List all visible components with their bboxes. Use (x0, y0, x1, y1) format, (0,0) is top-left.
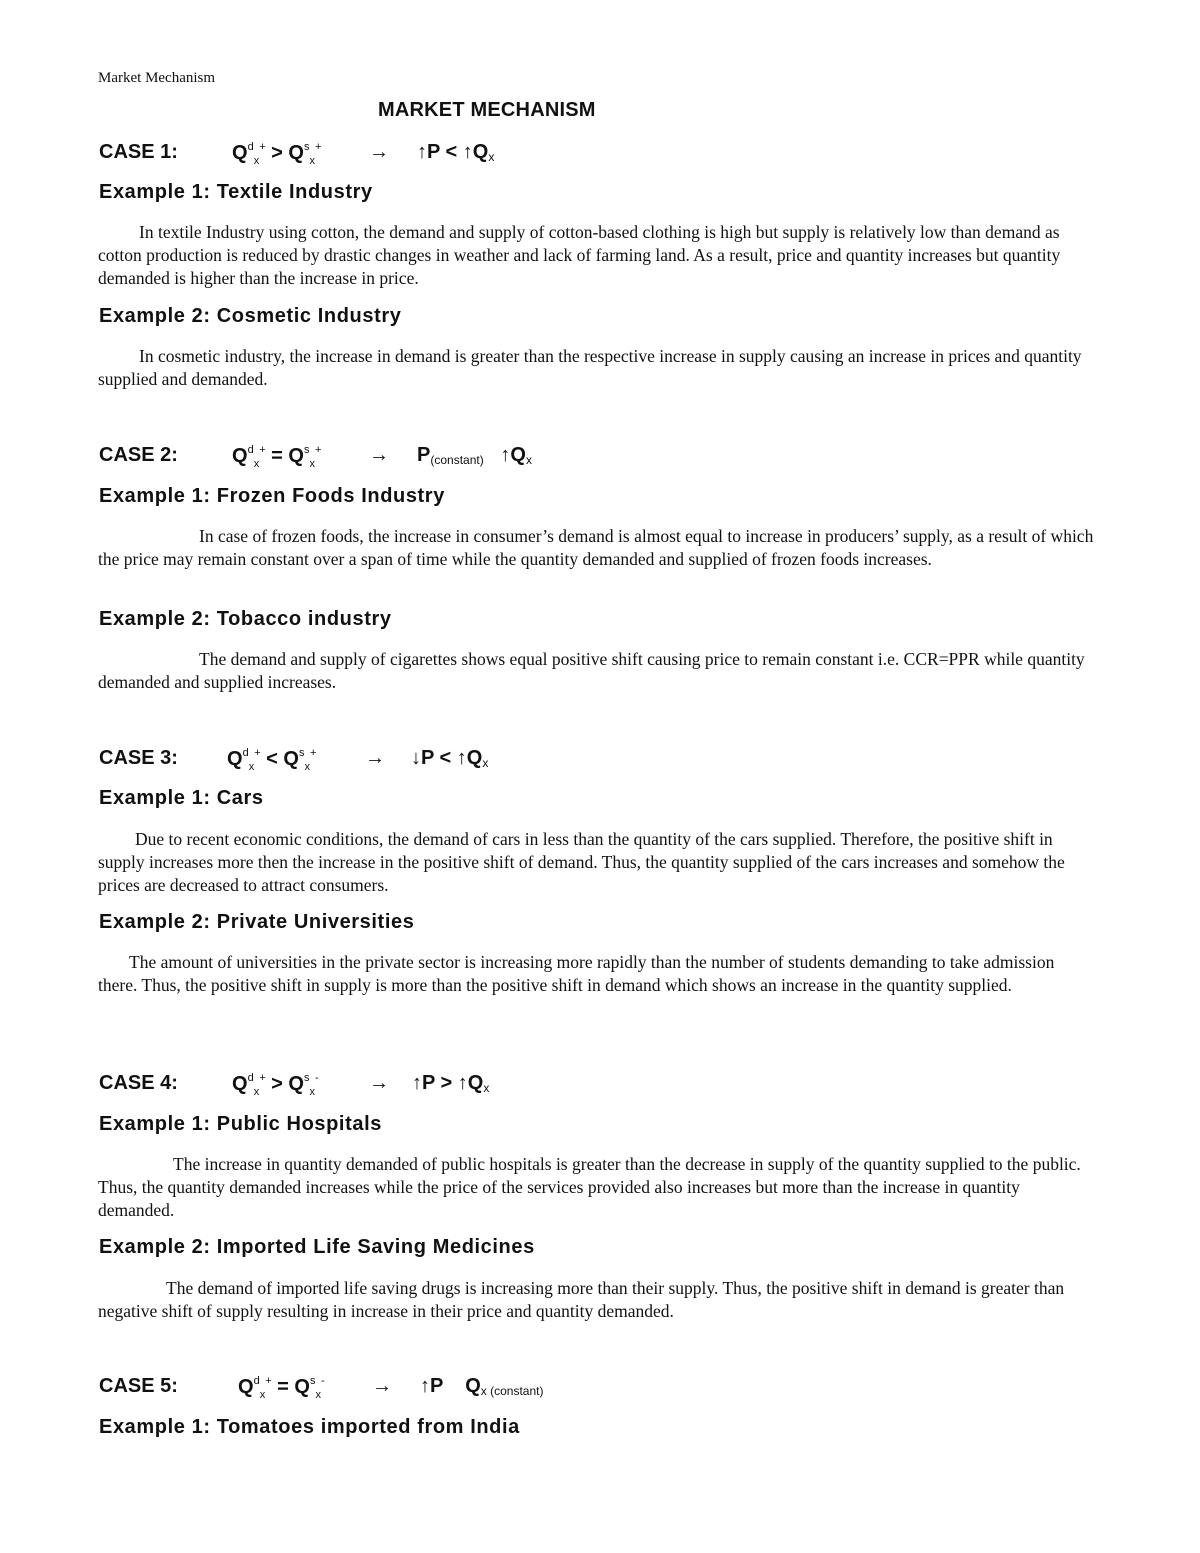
example-paragraph: The increase in quantity demanded of public hospitals is greater than the decrease in supply of the quantity supplied to the public. Thus, the quantity demanded increases while the price of the services provided also increases but more than the increase in quantity demanded. (98, 1154, 1081, 1220)
case-formula-lhs: $Q^d_x^+ = Q^s_x^-$ (238, 1375, 325, 1401)
example-paragraph: In case of frozen foods, the increase in consumer’s demand is almost equal to increase in producers’ supply, as a result of which the price may remain constant over a span of time while the quantity demanded and supplied of frozen foods increases. (98, 526, 1094, 569)
case-formula-rhs: ↓P < $↑Q_x$ (411, 747, 489, 770)
right-arrow-icon: → (369, 141, 389, 163)
case-formula-lhs: $Q^d_x^+ > Q^s_x^+$ (232, 141, 322, 167)
case-2-line (99, 444, 579, 472)
case-label: CASE 1: (99, 141, 178, 163)
example-paragraph: The demand and supply of cigarettes shows equal positive shift causing price to remain constant i.e. CCR=PPR while quantity demanded and supplied increases. (98, 649, 1085, 692)
running-header: Market Mechanism (98, 70, 216, 86)
example-heading: Example 1: Frozen Foods Industry (99, 485, 445, 507)
example-paragraph: The amount of universities in the private sector is increasing more rapidly than the number of students demanding to take admission there. Thus, the positive shift in supply is more than the positive shift in demand which shows an increase in the quantity supplied. (98, 952, 1055, 995)
case-label: CASE 2: (99, 444, 178, 466)
right-arrow-icon: → (365, 747, 385, 769)
example-heading: Example 1: Tomatoes imported from India (99, 1416, 520, 1438)
case-formula-rhs: ↑P $Q_{x (constant)}$ (420, 1375, 544, 1398)
right-arrow-icon: → (372, 1375, 392, 1397)
example-heading: Example 1: Public Hospitals (99, 1113, 382, 1135)
example-heading: Example 2: Imported Life Saving Medicines (99, 1236, 535, 1258)
case-formula-lhs: $Q^d_x^+ > Q^s_x^-$ (232, 1072, 319, 1098)
example-heading: Example 1: Cars (99, 787, 264, 809)
example-heading: Example 2: Private Universities (99, 911, 415, 933)
case-formula-rhs: $P_{(constant)}$ $↑Q_x$ (417, 444, 532, 467)
case-label: CASE 5: (99, 1375, 178, 1397)
case-3-line (99, 747, 549, 775)
case-formula-rhs: ↑P < $↑Q_x$ (417, 141, 495, 164)
case-5-line (99, 1375, 599, 1403)
case-label: CASE 4: (99, 1072, 178, 1094)
example-heading: Example 2: Tobacco industry (99, 608, 392, 630)
case-label: CASE 3: (99, 747, 178, 769)
case-formula-rhs: ↑P > $↑Q_x$ (412, 1072, 490, 1095)
right-arrow-icon: → (369, 1072, 389, 1094)
case-formula-lhs: $Q^d_x^+ = Q^s_x^+$ (232, 444, 322, 470)
case-formula-lhs: $Q^d_x^+ < Q^s_x^+$ (227, 747, 317, 773)
example-paragraph: The demand of imported life saving drugs is increasing more than their supply. Thus, the positive shift in demand is greater than negative shift of supply resulting in increase in their price and quantity demanded. (98, 1278, 1065, 1321)
example-heading: Example 1: Textile Industry (99, 181, 373, 203)
case-1-line (99, 141, 549, 169)
example-paragraph: In textile Industry using cotton, the demand and supply of cotton-based clothing is high but supply is relatively low than demand as cotton production is reduced by drastic changes in weather and lack of farming land. As a result, price and quantity increases but quantity demanded is higher than the increase in price. (98, 222, 1061, 288)
right-arrow-icon: → (369, 444, 389, 466)
document-title: MARKET MECHANISM (378, 99, 596, 121)
example-paragraph: Due to recent economic conditions, the demand of cars in less than the quantity of the cars supplied. Therefore, the positive shift in supply increases more then the increase in the positive shift of demand. Thus, the quantity supplied of the cars increases and somehow the prices are decreased to attract consumers. (98, 829, 1065, 895)
example-heading: Example 2: Cosmetic Industry (99, 305, 402, 327)
example-paragraph: In cosmetic industry, the increase in demand is greater than the respective increase in supply causing an increase in prices and quantity supplied and demanded. (98, 346, 1082, 389)
case-4-line (99, 1072, 549, 1100)
